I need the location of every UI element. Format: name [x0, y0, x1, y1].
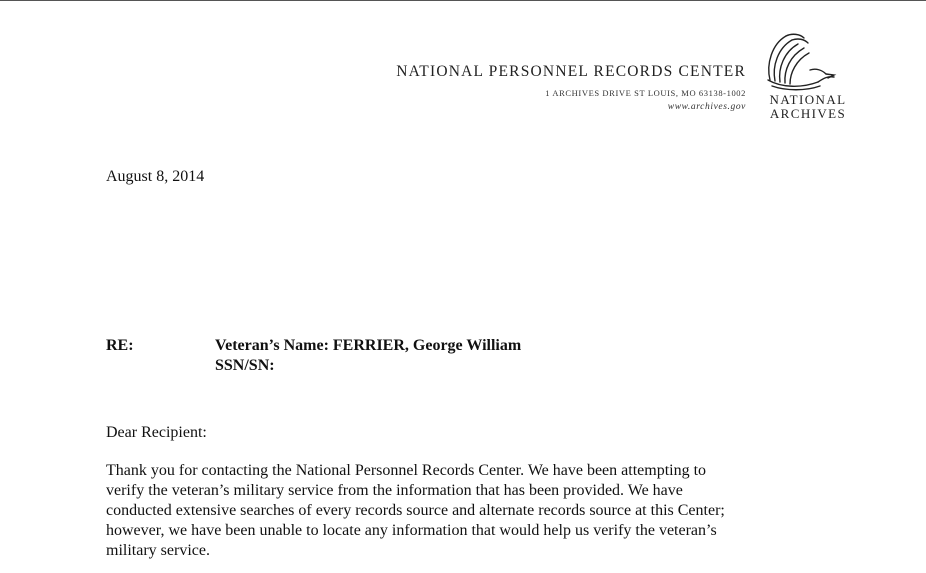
logo-text-national: NATIONAL [769, 92, 847, 107]
logo-text-archives: ARCHIVES [769, 106, 847, 121]
letterhead [380, 62, 746, 112]
national-archives-logo [760, 30, 860, 130]
body-line-4: however, we have been unable to locate any information that would help us verify the veteran’s [106, 522, 717, 539]
eagle-icon [762, 30, 838, 92]
letter-date: August 8, 2014 [106, 168, 205, 185]
re-label: RE: [106, 337, 134, 354]
veteran-name-line: Veteran’s Name: FERRIER, George William [215, 337, 522, 354]
salutation: Dear Recipient: [106, 424, 207, 441]
org-address: 1 ARCHIVES DRIVE ST LOUIS, MO 63138-1002 [545, 88, 746, 98]
body-line-1: Thank you for contacting the National Personnel Records Center. We have been attempting to [106, 462, 707, 479]
body-line-5: military service. [106, 542, 210, 559]
org-name: NATIONAL PERSONNEL RECORDS CENTER [396, 63, 746, 80]
top-border [0, 0, 926, 1]
body-line-2: verify the veteran’s military service from the information that has been provided. We have [106, 482, 683, 499]
org-website: www.archives.gov [667, 102, 746, 112]
body-line-3: conducted extensive searches of every records source and alternate records source at this Center; [106, 502, 725, 519]
ssn-line: SSN/SN: [215, 357, 275, 374]
